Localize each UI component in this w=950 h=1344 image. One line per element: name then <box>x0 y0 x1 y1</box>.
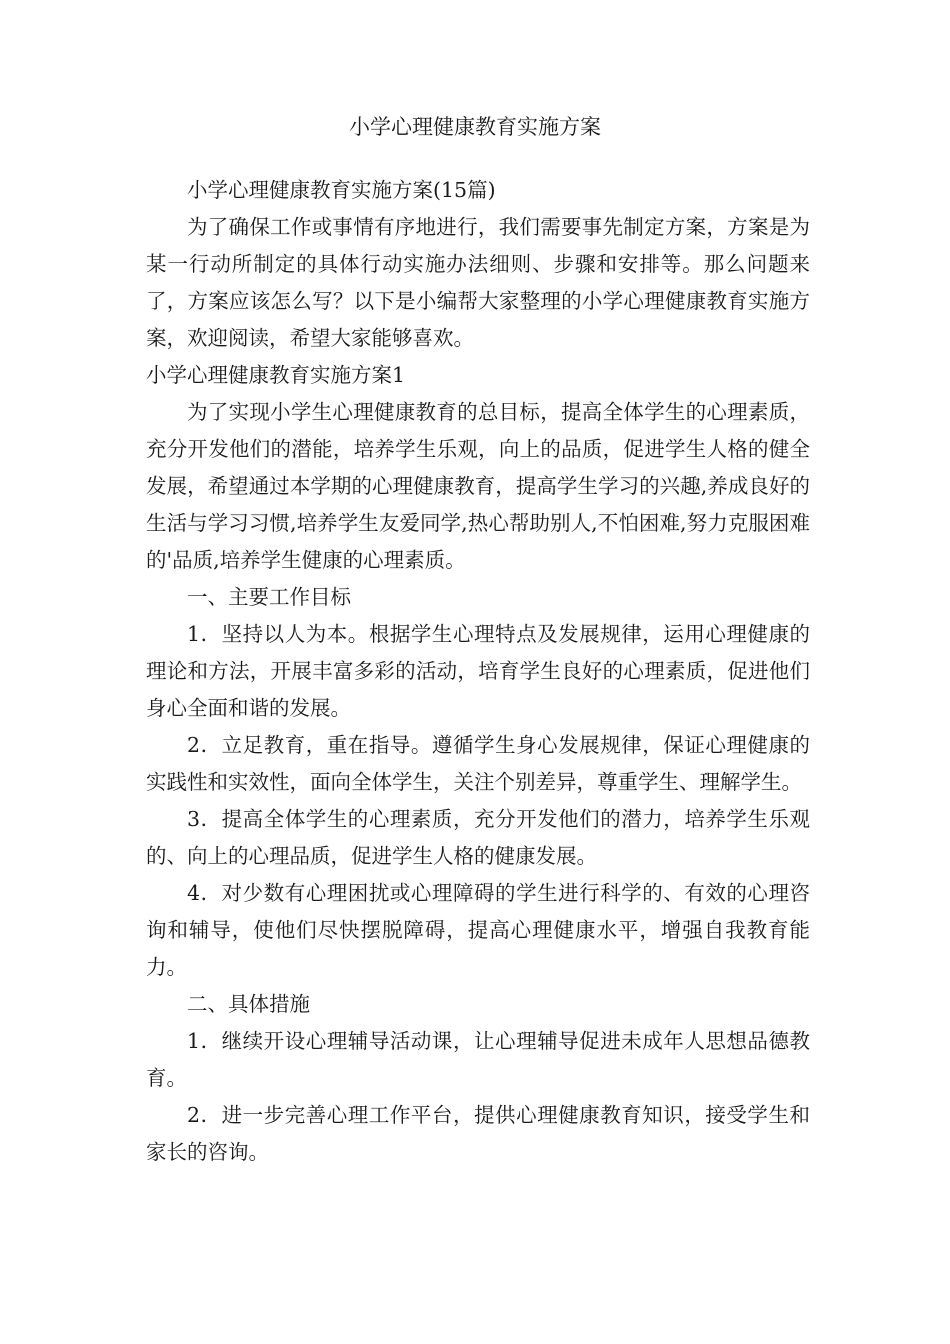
document-body <box>146 172 810 1171</box>
section-heading-plan-1: 小学心理健康教育实施方案1 <box>146 363 406 387</box>
goal-item-3: 3．提高全体学生的心理素质，充分开发他们的潜力，培养学生乐观的、向上的心理品质，促进学生人格的健康发展。 <box>146 807 810 868</box>
goal-item-1: 1．坚持以人为本。根据学生心理特点及发展规律，运用心理健康的理论和方法，开展丰富多彩的活动，培育学生良好的心理素质，促进他们身心全面和谐的发展。 <box>146 622 810 720</box>
heading-main-goals: 一、主要工作目标 <box>187 585 351 609</box>
measure-item-2: 2．进一步完善心理工作平台，提供心理健康教育知识，接受学生和家长的咨询。 <box>146 1103 810 1164</box>
measure-item-1: 1．继续开设心理辅导活动课，让心理辅导促进未成年人思想品德教育。 <box>146 1029 810 1090</box>
document-title: 小学心理健康教育实施方案 <box>349 115 601 139</box>
goal-item-4: 4．对少数有心理困扰或心理障碍的学生进行科学的、有效的心理咨询和辅导，使他们尽快摆脱障碍，提高心理健康水平，增强自我教育能力。 <box>146 881 810 979</box>
subtitle-paragraph: 小学心理健康教育实施方案(15篇) <box>187 178 496 202</box>
intro-paragraph: 为了确保工作或事情有序地进行，我们需要事先制定方案，方案是为某一行动所制定的具体行动实施办法细则、步骤和安排等。那么问题来了，方案应该怎么写？以下是小编帮大家整理的小学心理健康教育实施方案，欢迎阅读，希望大家能够喜欢。 <box>146 215 810 350</box>
plan-1-intro-paragraph: 为了实现小学生心理健康教育的总目标，提高全体学生的心理素质，充分开发他们的潜能，培养学生乐观，向上的品质，促进学生人格的健全发展，希望通过本学期的心理健康教育，提高学生学习的兴趣,养成良好的生活与学习习惯,培养学生友爱同学,热心帮助别人,不怕困难,努力克服困难的'品质,培养学生健康的心理素质。 <box>146 400 810 572</box>
heading-specific-measures: 二、具体措施 <box>187 992 310 1016</box>
goal-item-2: 2．立足教育，重在指导。遵循学生身心发展规律，保证心理健康的实践性和实效性，面向全体学生，关注个别差异，尊重学生、理解学生。 <box>146 733 810 794</box>
